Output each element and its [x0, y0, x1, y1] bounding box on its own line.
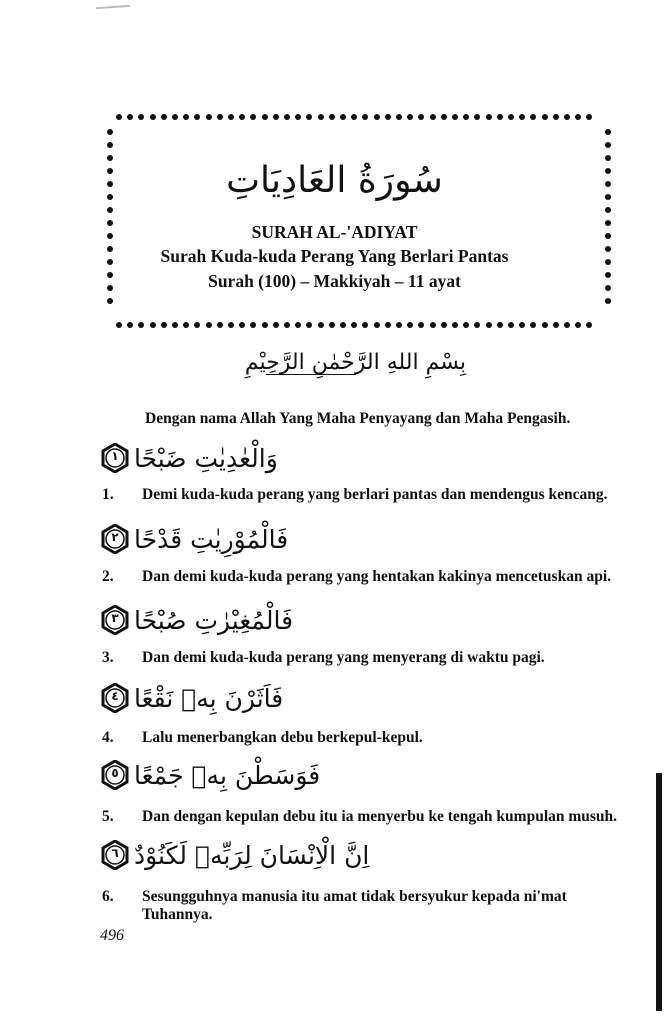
border-dot: [452, 322, 458, 328]
border-dot: [575, 114, 581, 120]
verse-translation-text: Dan demi kuda-kuda perang yang hentakan kakinya mencetuskan api.: [142, 568, 612, 585]
border-dot: [586, 322, 592, 328]
border-dot: [127, 114, 133, 120]
border-dot: [564, 114, 570, 120]
border-dot: [586, 114, 592, 120]
border-dot: [508, 322, 514, 328]
title-frame: [107, 114, 611, 328]
scan-edge-bar: [656, 773, 662, 1011]
verse-6-translation: [102, 888, 622, 924]
border-dot: [194, 322, 200, 328]
border-dot: [306, 322, 312, 328]
ayah-marker-number: ١: [111, 449, 119, 463]
border-dot: [172, 114, 178, 120]
border-dot: [564, 322, 570, 328]
ayah-marker-number: ٤: [111, 689, 119, 703]
border-dot: [430, 114, 436, 120]
border-dot: [318, 114, 324, 120]
border-dot: [351, 322, 357, 328]
ayah-marker-icon: [100, 840, 130, 870]
border-dot: [605, 142, 611, 148]
border-dot: [340, 114, 346, 120]
verse-number: 6.: [102, 888, 114, 905]
border-dot: [329, 322, 335, 328]
border-dot: [239, 114, 245, 120]
border-dot: [206, 322, 212, 328]
border-dot: [374, 114, 380, 120]
border-dot: [396, 114, 402, 120]
border-dot: [329, 114, 335, 120]
border-dot: [362, 322, 368, 328]
border-dot: [217, 114, 223, 120]
border-dot: [519, 322, 525, 328]
border-dot: [519, 114, 525, 120]
border-dot: [430, 322, 436, 328]
border-dot: [217, 322, 223, 328]
border-dot: [474, 322, 480, 328]
page-number: 496: [100, 927, 124, 944]
verse-arabic-text: فَالْمُوْرِيٰتِ قَدْحًا: [134, 524, 289, 554]
verse-number: 4.: [102, 729, 114, 746]
border-dot: [486, 322, 492, 328]
ayah-marker-icon: [100, 683, 130, 713]
border-dot: [172, 322, 178, 328]
verse-number: 5.: [102, 808, 114, 825]
border-dot: [183, 114, 189, 120]
border-dot: [107, 298, 113, 304]
border-dot: [374, 322, 380, 328]
border-dot: [161, 322, 167, 328]
border-dot: [385, 322, 391, 328]
border-dot: [362, 114, 368, 120]
border-dot: [138, 322, 144, 328]
border-dot: [605, 298, 611, 304]
verse-4-arabic: [100, 683, 283, 713]
border-dot: [295, 322, 301, 328]
border-dot: [474, 114, 480, 120]
verse-number: 2.: [102, 568, 114, 585]
basmala: [236, 350, 466, 390]
border-dot: [542, 322, 548, 328]
border-dot: [486, 114, 492, 120]
border-dot: [228, 114, 234, 120]
ayah-marker-number: ٦: [111, 846, 119, 860]
border-dot: [273, 322, 279, 328]
verse-1-arabic: [100, 443, 278, 473]
border-dot: [239, 322, 245, 328]
border-dot: [575, 322, 581, 328]
border-dot: [194, 114, 200, 120]
verse-3-translation: [102, 649, 622, 667]
verse-arabic-text: وَالْعٰدِيٰتِ ضَبْحًا: [134, 443, 278, 473]
border-dot: [530, 322, 536, 328]
ayah-marker-icon: [100, 605, 130, 635]
border-dot: [284, 114, 290, 120]
border-dot: [107, 142, 113, 148]
verse-arabic-text: فَالْمُغِيْرٰتِ صُبْحًا: [134, 605, 294, 635]
surah-title: SURAH AL-'ADIYAT: [251, 222, 418, 242]
border-dot: [452, 114, 458, 120]
border-dot: [273, 114, 279, 120]
verse-arabic-text: فَوَسَطْنَ بِهٖ جَمْعًا: [134, 760, 321, 790]
border-dot: [262, 114, 268, 120]
border-dot: [295, 114, 301, 120]
border-dot: [441, 114, 447, 120]
verse-number: 3.: [102, 649, 114, 666]
verse-4-translation: [102, 729, 622, 747]
border-dot: [250, 322, 256, 328]
border-dot: [284, 322, 290, 328]
verse-translation-text: Demi kuda-kuda perang yang berlari pantas dan mendengus kencang.: [142, 486, 608, 503]
ayah-marker-number: ٥: [111, 766, 119, 780]
border-dot: [407, 322, 413, 328]
border-dot: [107, 129, 113, 135]
verse-2-arabic: [100, 524, 288, 554]
border-dot: [107, 207, 113, 213]
verse-number: 1.: [102, 486, 114, 503]
border-dot: [463, 114, 469, 120]
border-dot: [318, 322, 324, 328]
border-dot: [553, 114, 559, 120]
border-dot: [418, 322, 424, 328]
verse-translation-text: Dan dengan kepulan debu itu ia menyerbu ke tengah kumpulan musuh.: [142, 808, 618, 825]
verse-translation-text: Sesungguhnya manusia itu amat tidak bersyukur kepada ni'mat Tuhannya.: [142, 888, 567, 923]
opening-translation: Dengan nama Allah Yang Maha Penyayang dan Maha Pengasih.: [145, 410, 571, 427]
border-dot: [542, 114, 548, 120]
verse-1-translation: [102, 486, 622, 504]
border-dot: [306, 114, 312, 120]
border-dot: [407, 114, 413, 120]
border-dot: [116, 322, 122, 328]
border-dot: [228, 322, 234, 328]
border-dot: [351, 114, 357, 120]
border-dot: [340, 322, 346, 328]
ayah-marker-icon: [100, 524, 130, 554]
ayah-marker-icon: [100, 443, 130, 473]
border-dot: [127, 322, 133, 328]
border-dot: [396, 322, 402, 328]
verse-5-arabic: [100, 760, 320, 790]
border-dot: [530, 114, 536, 120]
ayah-marker-icon: [100, 760, 130, 790]
verse-5-translation: [102, 808, 622, 826]
border-dot: [497, 322, 503, 328]
ayah-marker-number: ٣: [111, 611, 119, 625]
border-dot: [605, 129, 611, 135]
ayah-marker-number: ٢: [111, 530, 119, 544]
verse-arabic-text: اِنَّ الْاِنْسَانَ لِرَبِّهٖ لَكَنُوْدٌ: [134, 840, 370, 870]
surah-arabic-title: سُورَةُ العَادِيَاتِ: [226, 160, 443, 201]
border-dot: [441, 322, 447, 328]
verse-translation-text: Dan demi kuda-kuda perang yang menyerang di waktu pagi.: [142, 649, 545, 666]
border-dot: [138, 114, 144, 120]
verse-translation-text: Lalu menerbangkan debu berkepul-kepul.: [142, 729, 423, 746]
border-dot: [463, 322, 469, 328]
border-dot: [183, 322, 189, 328]
border-dot: [418, 114, 424, 120]
border-dot: [206, 114, 212, 120]
verse-3-arabic: [100, 605, 293, 635]
border-dot: [116, 114, 122, 120]
border-dot: [161, 114, 167, 120]
border-dot: [497, 114, 503, 120]
scan-mark: [96, 5, 130, 9]
basmala-text: بِسْمِ اللهِ الرَّحْمٰنِ الرَّحِيْمِ: [244, 350, 466, 375]
border-dot: [605, 207, 611, 213]
verse-6-arabic: [100, 840, 369, 870]
border-dot: [250, 114, 256, 120]
border-dot: [150, 322, 156, 328]
border-dot: [262, 322, 268, 328]
surah-info: Surah (100) – Makkiyah – 11 ayat: [208, 271, 461, 291]
border-dot: [553, 322, 559, 328]
verse-2-translation: [102, 568, 622, 586]
surah-subtitle: Surah Kuda-kuda Perang Yang Berlari Pantas: [160, 246, 509, 266]
border-dot: [385, 114, 391, 120]
verse-arabic-text: فَاَثَرْنَ بِهٖ نَقْعًا: [134, 683, 284, 713]
border-dot: [150, 114, 156, 120]
border-dot: [508, 114, 514, 120]
